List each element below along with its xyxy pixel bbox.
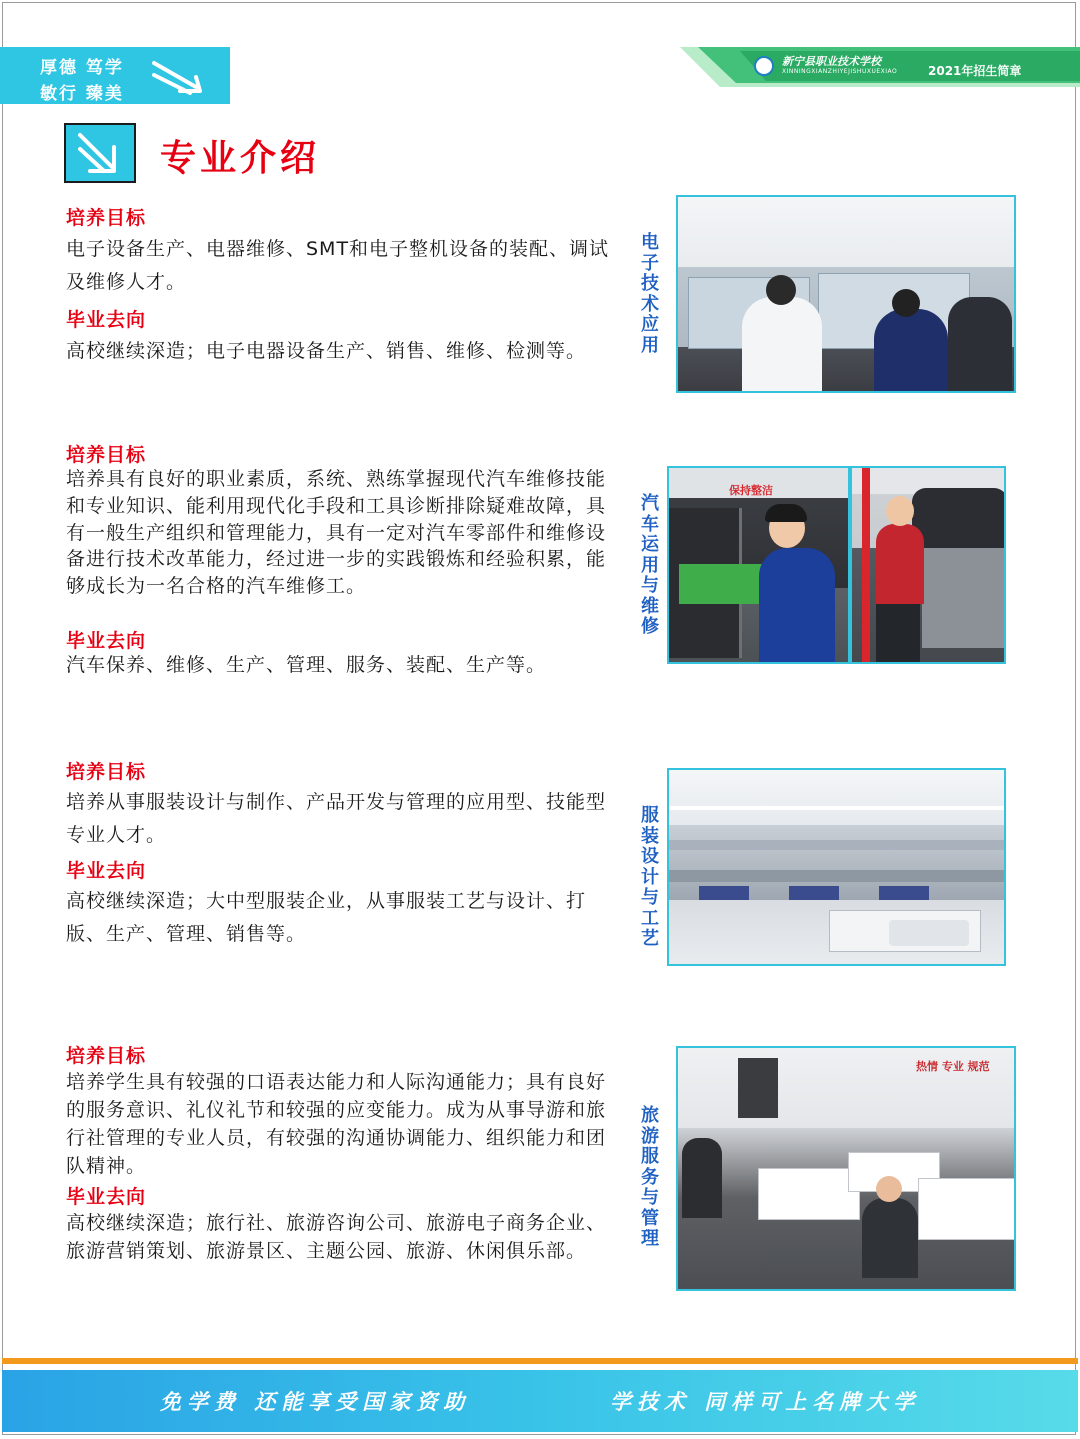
school-name: 新宁县职业技术学校	[782, 55, 881, 68]
auto-repair-photo-1	[667, 466, 850, 664]
major-2-goal-heading: 培养目标	[66, 444, 147, 466]
major-1-label: 电子技术应用	[641, 232, 659, 356]
auto-repair-photo-2	[850, 466, 1006, 664]
motto-line-1: 厚德 笃学	[40, 58, 124, 78]
electronics-lab-photo	[676, 195, 1016, 393]
garment-workshop-photo	[667, 768, 1006, 966]
major-3-career-text: 高校继续深造；大中型服装企业，从事服装工艺与设计、打版、生产、管理、销售等。	[66, 890, 587, 945]
arrow-icon	[150, 57, 210, 97]
wall-slogan-text: 热情 专业 规范	[916, 1060, 990, 1073]
motto-block	[0, 47, 230, 104]
major-3-goal-heading: 培养目标	[66, 761, 147, 783]
major-3-label: 服装设计与工艺	[641, 805, 659, 949]
major-4-label: 旅游服务与管理	[641, 1105, 659, 1249]
brochure-label: 2021年招生简章	[928, 64, 1022, 78]
major-2-label: 汽车运用与维修	[641, 493, 659, 637]
footer-slogan-left: 免学费 还能享受国家资助	[160, 1390, 471, 1414]
school-pinyin: XINNINGXIANZHIYEJISHUXUEXIAO	[782, 68, 898, 75]
major-2-career-text: 汽车保养、维修、生产、管理、服务、装配、生产等。	[66, 654, 547, 676]
major-4-goal-heading: 培养目标	[66, 1045, 147, 1067]
major-3-career-heading: 毕业去向	[66, 860, 147, 882]
motto-line-2: 敏行 臻美	[40, 84, 124, 104]
major-4-career-heading: 毕业去向	[66, 1186, 147, 1208]
major-1-career-heading: 毕业去向	[66, 309, 147, 331]
major-3-goal-text: 培养从事服装设计与制作、产品开发与管理的应用型、技能型专业人才。	[66, 791, 607, 846]
page-title: 专业介绍	[160, 138, 321, 179]
title-arrow-icon	[64, 123, 136, 183]
tourism-training-photo	[676, 1046, 1016, 1291]
footer-slogan-right: 学技术 同样可上名牌大学	[610, 1390, 921, 1414]
major-2-goal-text: 培养具有良好的职业素质，系统、熟练掌握现代汽车维修技能和专业知识、能利用现代化手段和工具诊断排除疑难故障，具有一般生产组织和管理能力，具有一定对汽车零部件和维修设备进行技术改革能力，经过进一步的实践锻炼和经验积累，能够成长为一名合格的汽车维修工。	[66, 468, 607, 598]
major-1-goal-heading: 培养目标	[66, 207, 147, 229]
school-logo-icon	[754, 56, 774, 76]
footer-banner	[2, 1370, 1078, 1432]
header-banner	[680, 47, 1080, 87]
footer-divider	[2, 1358, 1078, 1364]
major-4-goal-text: 培养学生具有较强的口语表达能力和人际沟通能力；具有良好的服务意识、礼仪礼节和较强的应变能力。成为从事导游和旅行社管理的专业人员，有较强的沟通协调能力、组织能力和团队精神。	[66, 1071, 607, 1177]
major-1-career-text: 高校继续深造；电子电器设备生产、销售、维修、检测等。	[66, 340, 587, 362]
major-4-career-text: 高校继续深造；旅行社、旅游咨询公司、旅游电子商务企业、 旅游营销策划、旅游景区、主题公园、旅游、休闲俱乐部。	[66, 1212, 607, 1262]
major-1-goal-text: 电子设备生产、电器维修、SMT和电子整机设备的装配、调试及维修人才。	[66, 238, 610, 293]
major-2-career-heading: 毕业去向	[66, 630, 147, 652]
workshop-banner-text: 保持整洁	[729, 484, 773, 497]
